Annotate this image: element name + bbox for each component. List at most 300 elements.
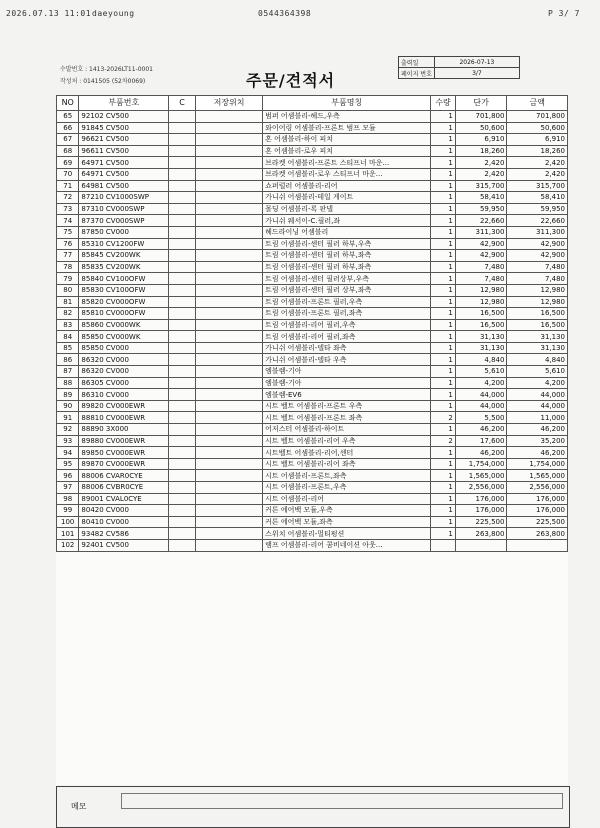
row-no: 100	[57, 516, 79, 528]
row-qty: 2	[431, 435, 456, 447]
memo-area	[56, 786, 570, 828]
order-sheet	[56, 42, 568, 811]
row-part-number: 85830 CV100OFW	[79, 284, 169, 296]
row-location	[195, 389, 262, 401]
row-no: 98	[57, 493, 79, 505]
row-part-number: 88810 CV000EWR	[79, 412, 169, 424]
row-location	[195, 400, 262, 412]
table-row	[57, 168, 568, 180]
row-part-number: 89880 CV000EWR	[79, 435, 169, 447]
row-unit-price: 7,480	[455, 261, 507, 273]
row-location	[195, 505, 262, 517]
row-location	[195, 331, 262, 343]
row-unit-price: 5,610	[455, 366, 507, 378]
row-qty: 1	[431, 261, 456, 273]
row-qty: 1	[431, 157, 456, 169]
row-amount: 315,700	[507, 180, 568, 192]
row-location	[195, 111, 262, 123]
row-unit-price: 2,420	[455, 157, 507, 169]
row-qty: 1	[431, 180, 456, 192]
row-part-number: 88006 CVAR0CYE	[79, 470, 169, 482]
row-location	[195, 424, 262, 436]
row-part-name: 시트 어셈블리-프론트,좌측	[263, 470, 431, 482]
row-amount: 46,200	[507, 424, 568, 436]
row-part-number: 64971 CV500	[79, 168, 169, 180]
row-part-name: 가니쉬 어셈블리-델타 좌측	[263, 342, 431, 354]
row-unit-price: 2,420	[455, 168, 507, 180]
table-row	[57, 284, 568, 296]
row-amount: 44,000	[507, 400, 568, 412]
row-c	[169, 470, 196, 482]
row-no: 68	[57, 145, 79, 157]
row-part-name: 트림 어셈블리-센터 필러 하부,좌측	[263, 250, 431, 262]
row-part-number: 85835 CV200WK	[79, 261, 169, 273]
row-c	[169, 435, 196, 447]
table-row	[57, 180, 568, 192]
row-part-name: 트림 어셈블리-리어 필러,좌측	[263, 331, 431, 343]
row-qty: 1	[431, 238, 456, 250]
row-no: 95	[57, 458, 79, 470]
row-amount: 1,565,000	[507, 470, 568, 482]
row-unit-price: 42,900	[455, 238, 507, 250]
table-row	[57, 400, 568, 412]
row-c	[169, 192, 196, 204]
row-amount: 2,420	[507, 157, 568, 169]
row-part-number: 96621 CV500	[79, 134, 169, 146]
row-c	[169, 331, 196, 343]
row-c	[169, 366, 196, 378]
row-qty: 1	[431, 424, 456, 436]
row-c	[169, 482, 196, 494]
row-c	[169, 319, 196, 331]
row-no: 66	[57, 122, 79, 134]
row-part-name: 가니쉬 어셈블리-델타 우측	[263, 354, 431, 366]
row-no: 94	[57, 447, 79, 459]
row-c	[169, 539, 196, 551]
row-location	[195, 516, 262, 528]
row-c	[169, 400, 196, 412]
row-c	[169, 215, 196, 227]
table-row	[57, 331, 568, 343]
row-amount: 7,480	[507, 273, 568, 285]
row-qty: 1	[431, 168, 456, 180]
row-location	[195, 354, 262, 366]
table-row	[57, 458, 568, 470]
row-location	[195, 319, 262, 331]
row-part-number: 80420 CV000	[79, 505, 169, 517]
meta-writer: 작성처 : 0141505 (52차0069)	[60, 78, 146, 85]
row-part-name: 트림 어셈블리-프론트 필러,좌측	[263, 308, 431, 320]
row-c	[169, 168, 196, 180]
row-part-number: 86310 CV000	[79, 389, 169, 401]
row-no: 65	[57, 111, 79, 123]
row-qty: 1	[431, 377, 456, 389]
row-unit-price: 22,660	[455, 215, 507, 227]
table-row	[57, 226, 568, 238]
row-no: 67	[57, 134, 79, 146]
page-value: 3/7	[434, 68, 519, 79]
row-location	[195, 377, 262, 389]
memo-field[interactable]	[121, 793, 563, 809]
row-part-name: 램프 어셈블리-리어 콤비네이션 아웃...	[263, 539, 431, 551]
row-amount: 12,980	[507, 296, 568, 308]
row-amount: 4,200	[507, 377, 568, 389]
row-location	[195, 539, 262, 551]
row-qty: 1	[431, 122, 456, 134]
row-qty: 1	[431, 400, 456, 412]
row-part-number: 88006 CVBR0CYE	[79, 482, 169, 494]
table-row	[57, 238, 568, 250]
row-unit-price: 44,000	[455, 389, 507, 401]
row-unit-price: 59,950	[455, 203, 507, 215]
row-part-name: 시트벨트 어셈블리-리어,센터	[263, 447, 431, 459]
row-c	[169, 145, 196, 157]
row-c	[169, 493, 196, 505]
row-part-number: 85845 CV200WK	[79, 250, 169, 262]
row-location	[195, 145, 262, 157]
table-row	[57, 145, 568, 157]
row-part-number: 87210 CV1000SWP	[79, 192, 169, 204]
table-row	[57, 342, 568, 354]
row-unit-price: 16,500	[455, 319, 507, 331]
row-amount: 31,130	[507, 331, 568, 343]
row-part-name: 가니쉬 웨서이-C.필러,좌	[263, 215, 431, 227]
row-location	[195, 284, 262, 296]
row-no: 89	[57, 389, 79, 401]
row-part-name: 엠블렘-기아	[263, 366, 431, 378]
header-amount: 금액	[507, 96, 568, 111]
row-amount	[507, 539, 568, 551]
row-qty: 1	[431, 493, 456, 505]
row-amount: 22,660	[507, 215, 568, 227]
table-row	[57, 122, 568, 134]
row-part-name: 시트 벨트 어셈블리-프론트 우측	[263, 400, 431, 412]
row-qty: 1	[431, 342, 456, 354]
row-unit-price: 4,840	[455, 354, 507, 366]
row-amount: 2,420	[507, 168, 568, 180]
row-no: 69	[57, 157, 79, 169]
row-amount: 50,600	[507, 122, 568, 134]
row-qty: 2	[431, 412, 456, 424]
table-row	[57, 447, 568, 459]
row-qty: 1	[431, 250, 456, 262]
row-location	[195, 493, 262, 505]
row-part-name: 트림 어셈블리-센터 필러 하부,좌측	[263, 261, 431, 273]
row-qty: 1	[431, 528, 456, 540]
row-part-name: 브라켓 어셈블리-프론트 스티프너 마운...	[263, 157, 431, 169]
row-part-number: 85860 CV000WK	[79, 319, 169, 331]
row-no: 75	[57, 226, 79, 238]
table-row	[57, 493, 568, 505]
row-part-name: 시트 벨트 어셈블리-리어 좌측	[263, 458, 431, 470]
date-value: 2026-07-13	[434, 57, 519, 68]
row-c	[169, 412, 196, 424]
row-amount: 18,260	[507, 145, 568, 157]
row-c	[169, 458, 196, 470]
row-part-name: 트림 어셈블리-센터 필러 상부,좌측	[263, 284, 431, 296]
row-c	[169, 447, 196, 459]
row-location	[195, 250, 262, 262]
row-location	[195, 122, 262, 134]
row-no: 71	[57, 180, 79, 192]
row-unit-price: 315,700	[455, 180, 507, 192]
row-unit-price: 263,800	[455, 528, 507, 540]
row-part-number: 86320 CV000	[79, 366, 169, 378]
parts-table	[56, 95, 568, 552]
row-location	[195, 366, 262, 378]
row-part-number: 87310 CV000SWP	[79, 203, 169, 215]
row-no: 73	[57, 203, 79, 215]
row-part-number: 85850 CV000	[79, 342, 169, 354]
row-location	[195, 296, 262, 308]
table-row	[57, 412, 568, 424]
row-c	[169, 424, 196, 436]
row-c	[169, 273, 196, 285]
row-unit-price: 1,754,000	[455, 458, 507, 470]
row-part-number: 85840 CV100OFW	[79, 273, 169, 285]
row-c	[169, 111, 196, 123]
row-part-name: 트림 어셈블리-리어 필러,우측	[263, 319, 431, 331]
row-part-number: 89001 CVAL0CYE	[79, 493, 169, 505]
header-c: C	[169, 96, 196, 111]
row-part-number: 85820 CV000OFW	[79, 296, 169, 308]
row-no: 87	[57, 366, 79, 378]
table-row	[57, 250, 568, 262]
row-unit-price: 31,130	[455, 331, 507, 343]
row-no: 102	[57, 539, 79, 551]
row-part-number: 89820 CV000EWR	[79, 400, 169, 412]
row-unit-price: 311,300	[455, 226, 507, 238]
row-amount: 42,900	[507, 250, 568, 262]
table-row	[57, 273, 568, 285]
row-part-number: 93482 CV586	[79, 528, 169, 540]
row-c	[169, 516, 196, 528]
page-label: 페이지 번호	[399, 68, 435, 79]
row-location	[195, 168, 262, 180]
header-part: 부품번호	[79, 96, 169, 111]
row-c	[169, 389, 196, 401]
row-part-name: 커튼 에어백 모듈,좌측	[263, 516, 431, 528]
row-unit-price: 18,260	[455, 145, 507, 157]
row-amount: 2,556,000	[507, 482, 568, 494]
row-location	[195, 470, 262, 482]
row-location	[195, 261, 262, 273]
table-row	[57, 192, 568, 204]
row-amount: 5,610	[507, 366, 568, 378]
row-c	[169, 296, 196, 308]
row-unit-price: 50,600	[455, 122, 507, 134]
row-location	[195, 226, 262, 238]
row-part-name: 엠블렘-기아	[263, 377, 431, 389]
row-amount: 16,500	[507, 319, 568, 331]
row-amount: 58,410	[507, 192, 568, 204]
row-unit-price: 16,500	[455, 308, 507, 320]
row-part-name: 트림 어셈블리-센터 필러상부,우측	[263, 273, 431, 285]
header-price: 단가	[455, 96, 507, 111]
row-unit-price	[455, 539, 507, 551]
row-location	[195, 412, 262, 424]
row-unit-price: 31,130	[455, 342, 507, 354]
row-no: 79	[57, 273, 79, 285]
row-qty: 1	[431, 134, 456, 146]
row-unit-price: 1,565,000	[455, 470, 507, 482]
row-qty: 1	[431, 319, 456, 331]
row-qty: 1	[431, 192, 456, 204]
row-no: 80	[57, 284, 79, 296]
row-no: 88	[57, 377, 79, 389]
row-no: 83	[57, 319, 79, 331]
row-unit-price: 4,200	[455, 377, 507, 389]
row-amount: 6,910	[507, 134, 568, 146]
row-c	[169, 308, 196, 320]
row-amount: 59,950	[507, 203, 568, 215]
row-qty: 1	[431, 447, 456, 459]
table-row	[57, 424, 568, 436]
row-part-number: 64971 CV500	[79, 157, 169, 169]
row-unit-price: 5,500	[455, 412, 507, 424]
row-c	[169, 261, 196, 273]
row-amount: 16,500	[507, 308, 568, 320]
row-qty: 1	[431, 111, 456, 123]
row-no: 78	[57, 261, 79, 273]
row-no: 77	[57, 250, 79, 262]
row-no: 76	[57, 238, 79, 250]
table-header	[57, 96, 568, 111]
row-unit-price: 176,000	[455, 505, 507, 517]
row-part-name: 가니쉬 어셈블리-테일 게이트	[263, 192, 431, 204]
row-qty: 1	[431, 284, 456, 296]
row-no: 99	[57, 505, 79, 517]
row-part-name: 시트 어셈블리-프론트,우측	[263, 482, 431, 494]
row-qty: 1	[431, 215, 456, 227]
row-qty	[431, 539, 456, 551]
row-unit-price: 6,910	[455, 134, 507, 146]
row-part-name: 혼 어셈블리-로우 피치	[263, 145, 431, 157]
table-row	[57, 366, 568, 378]
table-row	[57, 354, 568, 366]
row-location	[195, 180, 262, 192]
row-unit-price: 46,200	[455, 424, 507, 436]
row-no: 85	[57, 342, 79, 354]
row-no: 97	[57, 482, 79, 494]
row-part-name: 범퍼 어셈블리-헤드,우측	[263, 111, 431, 123]
row-unit-price: 701,800	[455, 111, 507, 123]
row-location	[195, 203, 262, 215]
row-c	[169, 505, 196, 517]
table-row	[57, 482, 568, 494]
row-amount: 311,300	[507, 226, 568, 238]
row-unit-price: 58,410	[455, 192, 507, 204]
row-part-name: 시트 벨트 어셈블리-프론트 좌측	[263, 412, 431, 424]
row-c	[169, 284, 196, 296]
row-qty: 1	[431, 516, 456, 528]
row-no: 90	[57, 400, 79, 412]
fax-page: P 3/ 7	[548, 9, 580, 18]
row-part-name: 시트 어셈블리-리어	[263, 493, 431, 505]
header-qty: 수량	[431, 96, 456, 111]
table-row	[57, 319, 568, 331]
row-location	[195, 458, 262, 470]
row-part-number: 91845 CV500	[79, 122, 169, 134]
row-location	[195, 482, 262, 494]
row-no: 84	[57, 331, 79, 343]
meta-ref: 수발번호 : 1413-2026LT11-0001	[60, 66, 153, 73]
row-amount: 44,000	[507, 389, 568, 401]
table-row	[57, 505, 568, 517]
row-location	[195, 308, 262, 320]
fax-sender: daeyoung	[92, 9, 135, 18]
row-amount: 4,840	[507, 354, 568, 366]
row-qty: 1	[431, 482, 456, 494]
row-c	[169, 203, 196, 215]
table-row	[57, 539, 568, 551]
row-part-number: 88890 3X000	[79, 424, 169, 436]
fax-timestamp: 2026.07.13 11:01	[6, 9, 92, 18]
row-location	[195, 134, 262, 146]
row-part-name: 스위치 어셈블리-멀티펑션	[263, 528, 431, 540]
row-part-name: 트림 어셈블리-센터 필러 하부,우측	[263, 238, 431, 250]
row-amount: 11,000	[507, 412, 568, 424]
row-no: 82	[57, 308, 79, 320]
row-unit-price: 176,000	[455, 493, 507, 505]
row-c	[169, 226, 196, 238]
row-qty: 1	[431, 331, 456, 343]
table-row	[57, 389, 568, 401]
row-location	[195, 528, 262, 540]
row-amount: 7,480	[507, 261, 568, 273]
row-part-name: 브라켓 어셈블리-로우 스티프너 마운...	[263, 168, 431, 180]
row-unit-price: 7,480	[455, 273, 507, 285]
row-amount: 176,000	[507, 505, 568, 517]
row-location	[195, 342, 262, 354]
row-no: 93	[57, 435, 79, 447]
table-row	[57, 157, 568, 169]
row-amount: 12,980	[507, 284, 568, 296]
row-part-number: 64981 CV500	[79, 180, 169, 192]
row-location	[195, 273, 262, 285]
row-part-number: 92102 CV500	[79, 111, 169, 123]
row-unit-price: 44,000	[455, 400, 507, 412]
row-location	[195, 435, 262, 447]
table-row	[57, 296, 568, 308]
table-row	[57, 111, 568, 123]
row-qty: 1	[431, 308, 456, 320]
row-part-name: 헤드라이닝 어셈블리	[263, 226, 431, 238]
row-unit-price: 12,980	[455, 284, 507, 296]
row-part-number: 86305 CV000	[79, 377, 169, 389]
table-row	[57, 470, 568, 482]
row-amount: 176,000	[507, 493, 568, 505]
row-qty: 1	[431, 389, 456, 401]
table-row	[57, 377, 568, 389]
row-part-name: 쇼퍼럴러 어셈블리-리어	[263, 180, 431, 192]
row-qty: 1	[431, 273, 456, 285]
row-c	[169, 122, 196, 134]
row-c	[169, 377, 196, 389]
header-name: 부품명칭	[263, 96, 431, 111]
row-no: 72	[57, 192, 79, 204]
row-qty: 1	[431, 470, 456, 482]
row-c	[169, 528, 196, 540]
row-part-name: 트림 어셈블리-프론트 필러,우측	[263, 296, 431, 308]
row-c	[169, 134, 196, 146]
row-c	[169, 238, 196, 250]
row-location	[195, 215, 262, 227]
row-amount: 31,130	[507, 342, 568, 354]
row-unit-price: 17,600	[455, 435, 507, 447]
row-location	[195, 238, 262, 250]
row-amount: 35,200	[507, 435, 568, 447]
